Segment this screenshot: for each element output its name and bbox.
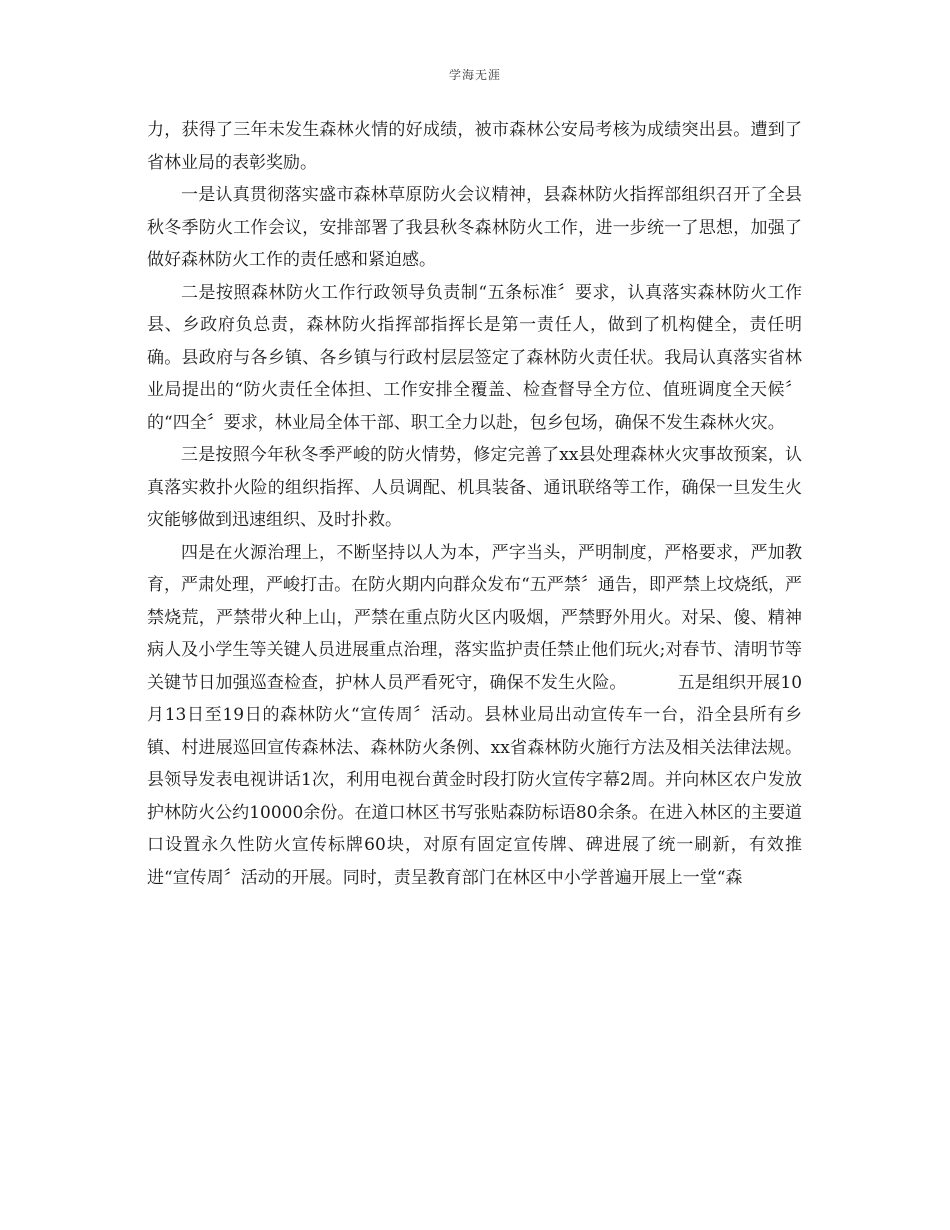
paragraph-4: 三是按照今年秋冬季严峻的防火情势，修定完善了xx县处理森林火灾事故预案，认真落实救扑火险的组织指挥、人员调配、机具装备、通讯联络等工作，确保一旦发生火灾能够做到迅速组织、及时扑救。 <box>147 445 802 530</box>
page-header: 学海无涯 <box>448 68 501 82</box>
paragraph-1: 力，获得了三年未发生森林火情的好成绩，被市森林公安局考核为成绩突出县。遭到了省林业局的表彰奖励。 <box>147 120 802 173</box>
paragraph-5-part-1: 四是在火源治理上，不断坚持以人为本，严字当头，严明制度，严格要求，严加教育，严肃处理，严峻打击。在防火期内向群众发布“五严禁〞通告，即严禁上坟烧纸，严禁烧荒，严禁带火种上山，严禁在重点防火区内吸烟，严禁野外用火。对呆、傻、精神病人及小学生等关键人员进展重点治理，落实监护责任禁止他们玩火;对春节、清明节等关键节日加强巡查检查，护林人员严看死守，确保不发生火险。 <box>147 542 802 693</box>
paragraph-5-part-2: 五是组织开展10月13日至19日的森林防火“宣传周〞活动。县林业局出动宣传车一台，沿全县所有乡镇、村进展巡回宣传森林法、森林防火条例、xx省森林防火施行方法及相关法律法规。县领导发表电视讲话1次，利用电视台黄金时段打防火宣传字幕2周。并向林区农户发放护林防火公约10000余份。在道口林区书写张贴森防标语80余条。在进入林区的主要道口设置永久性防火宣传标牌60块，对原有固定宣传牌、碑进展了统一刷新，有效推进“宣传周〞活动的开展。同时，责呈教育部门在林区中小学普遍开展上一堂“森 <box>147 672 803 888</box>
paragraph-5 <box>147 537 802 895</box>
document-body <box>147 114 802 894</box>
paragraph-2: 一是认真贯彻落实盛市森林草原防火会议精神，县森林防火指挥部组织召开了全县秋冬季防火工作会议，安排部署了我县秋冬森林防火工作，进一步统一了思想，加强了做好森林防火工作的责任感和紧迫感。 <box>147 185 802 270</box>
paragraph-3: 二是按照森林防火工作行政领导负责制“五条标准〞要求，认真落实森林防火工作县、乡政府负总责，森林防火指挥部指挥长是第一责任人，做到了机构健全，责任明确。县政府与各乡镇、各乡镇与行政村层层签定了森林防火责任状。我局认真落实省林业局提出的“防火责任全体担、工作安排全覆盖、检查督导全方位、值班调度全天候〞的“四全〞要求，林业局全体干部、职工全力以赴，包乡包场，确保不发生森林火灾。 <box>147 282 802 433</box>
